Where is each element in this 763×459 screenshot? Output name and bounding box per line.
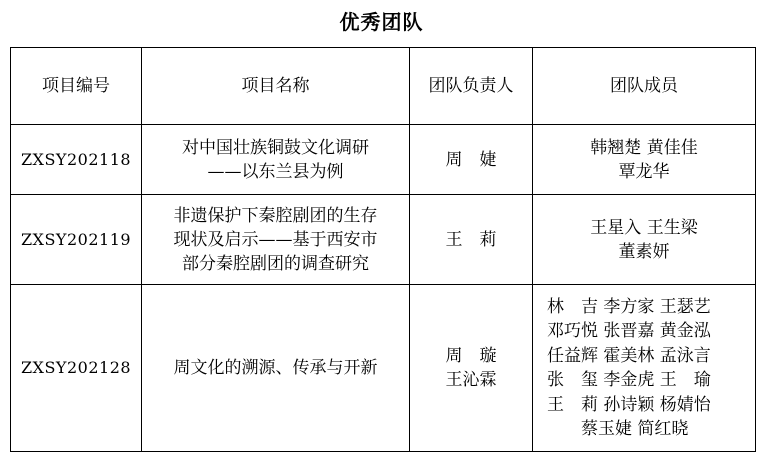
team-members-line: 王星入 王生梁 bbox=[590, 217, 698, 238]
project-name-cell bbox=[142, 125, 410, 195]
project-name-line: 非遗保护下秦腔剧团的生存 bbox=[173, 205, 378, 226]
team-members-line: 覃龙华 bbox=[618, 161, 670, 182]
team-members-line: 林 吉 李方家 王瑟艺 bbox=[547, 296, 711, 317]
team-leader-cell bbox=[410, 285, 533, 452]
header-project-name: 项目名称 bbox=[142, 48, 410, 125]
team-leader-name: 周 璇 bbox=[445, 346, 497, 366]
project-name-line: 周文化的溯源、传承与开新 bbox=[173, 358, 378, 378]
table-row bbox=[11, 125, 756, 195]
team-members-cell bbox=[533, 195, 756, 285]
project-code-cell: ZXSY202119 bbox=[11, 195, 142, 285]
team-leader-name: 周 婕 bbox=[445, 149, 497, 170]
project-name-cell bbox=[142, 195, 410, 285]
team-leader-cell bbox=[410, 125, 533, 195]
project-name-line: 现状及启示——基于西安市 bbox=[173, 229, 378, 250]
team-members-cell bbox=[533, 125, 756, 195]
team-members-line: 王 莉 孙诗颖 杨婧怡 bbox=[547, 394, 711, 415]
project-name-line: ——以东兰县为例 bbox=[207, 161, 344, 182]
team-leader-name: 王 莉 bbox=[445, 229, 497, 250]
team-members-line: 任益辉 霍美林 孟泳言 bbox=[547, 345, 711, 366]
project-code-cell: ZXSY202118 bbox=[11, 125, 142, 195]
team-leader-cell bbox=[410, 195, 533, 285]
table-row bbox=[11, 285, 756, 452]
team-members-line: 张 玺 李金虎 王 瑜 bbox=[547, 370, 711, 390]
header-team-members: 团队成员 bbox=[533, 48, 756, 125]
team-leader-name: 王沁霖 bbox=[445, 370, 497, 390]
team-members-line: 韩翘楚 黄佳佳 bbox=[590, 137, 698, 158]
project-name-line: 部分秦腔剧团的调查研究 bbox=[182, 253, 369, 274]
team-table bbox=[10, 47, 756, 452]
table-header-row bbox=[11, 48, 756, 125]
team-members-line: 董素妍 bbox=[618, 241, 670, 262]
project-name-cell bbox=[142, 285, 410, 452]
team-members-cell bbox=[533, 285, 756, 452]
header-team-leader: 团队负责人 bbox=[410, 48, 533, 125]
header-project-code: 项目编号 bbox=[11, 48, 142, 125]
table-row bbox=[11, 195, 756, 285]
page-title: 优秀团队 bbox=[339, 10, 424, 34]
project-name-line: 对中国壮族铜鼓文化调研 bbox=[182, 137, 369, 158]
team-members-line: 蔡玉婕 简红晓 bbox=[547, 419, 689, 439]
team-members-line: 邓巧悦 张晋嘉 黄金泓 bbox=[547, 321, 711, 341]
project-code-cell: ZXSY202128 bbox=[11, 285, 142, 452]
